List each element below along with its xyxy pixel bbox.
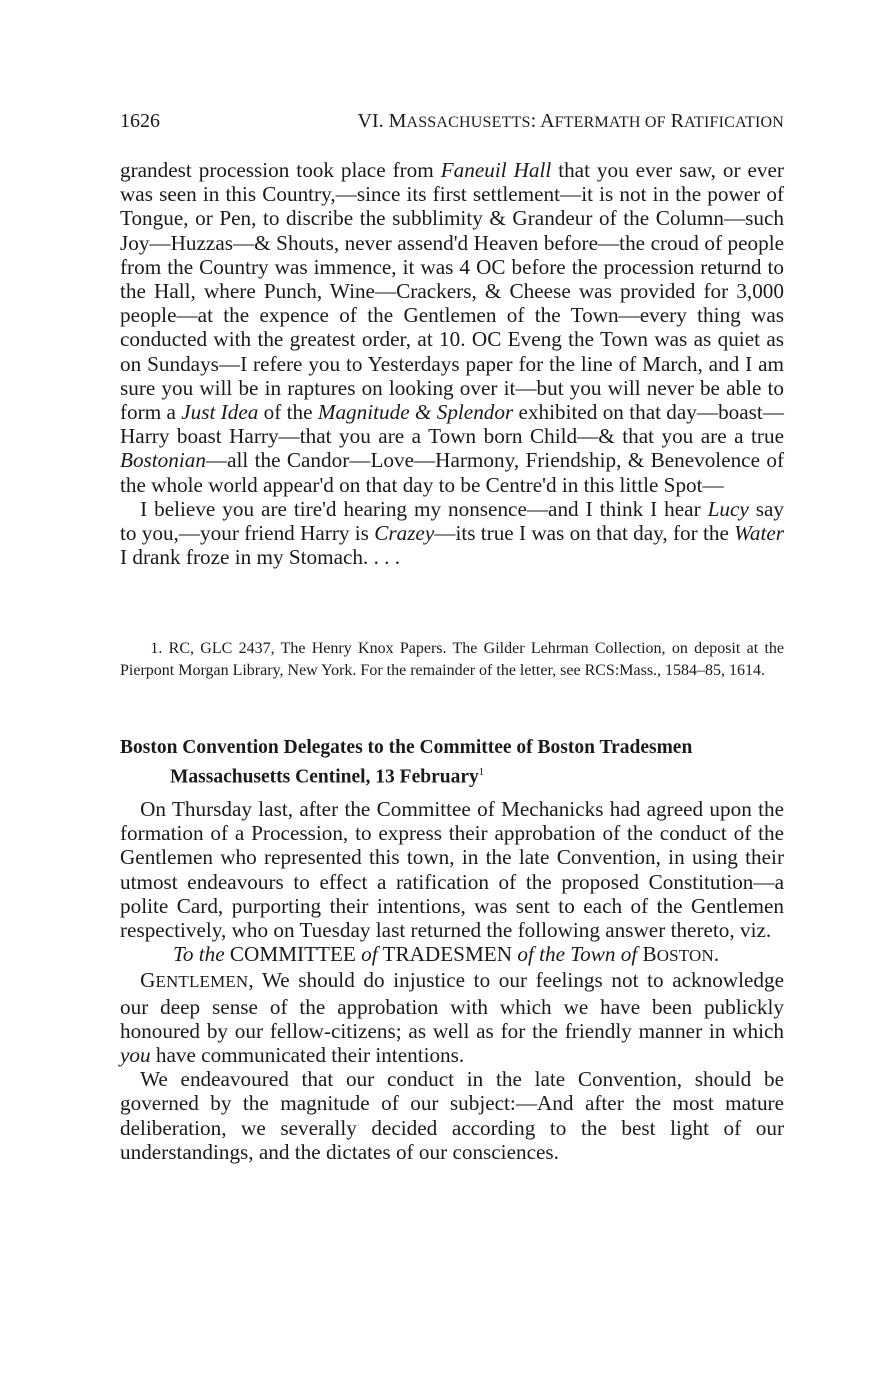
section-subtitle [120, 760, 784, 790]
footnote-text: 1. RC, GLC 2437, The Henry Knox Papers. The Gilder Lehrman Collection, on deposit at the Pierpont Morgan Library, New York. For the remainder of the letter, see RCS:Mass., 1584–85, 1614. [120, 640, 784, 679]
text-run: of the [258, 400, 318, 425]
article-text [120, 797, 784, 1164]
text-run: I believe you are tire'd hearing my nonsence—and I think I hear [140, 496, 708, 521]
section-title: Boston Convention Delegates to the Committee of Boston Tradesmen [120, 737, 693, 758]
text-run-italic: To the [173, 942, 225, 967]
text-run: B [637, 942, 657, 967]
text-run: say to you,—your friend Harry is [120, 496, 784, 546]
running-title-part: R [665, 110, 685, 132]
running-title [358, 108, 784, 136]
text-run-italic: Bostonian [120, 448, 206, 473]
text-run-italic: Magnitude & Splendor [317, 400, 514, 425]
text-run-smallcaps: ENTLEMEN [155, 972, 249, 992]
text-run: COMMITTEE [224, 942, 362, 967]
text-run-italic: Lucy [707, 496, 749, 521]
article-paragraph: We endeavoured that our conduct in the late Convention, should be governed by the magnitude of our subject:—And after the most mature deliberation, we severally decided according to the best light of our understandings, and the dictates of our consciences. [120, 1067, 784, 1164]
text-run-italic: Water [734, 521, 784, 546]
text-run-italic: of [361, 942, 378, 967]
article-paragraph [120, 968, 784, 1067]
page-number: 1626 [120, 110, 160, 132]
letter-text [120, 158, 784, 569]
text-run-italic: Just Idea [181, 400, 259, 425]
running-title-part: ASSACHUSETTS [406, 114, 531, 131]
text-run: , We should do injustice to our feelings not to acknowledge our deep sense of the approbation with which we have been publickly honoured by our fellow-citizens; as well as for the friendly manner in which [120, 968, 784, 1043]
text-run-italic: you [120, 1043, 151, 1068]
running-title-part: FTERMATH OF [554, 114, 666, 131]
letter-paragraph [120, 158, 784, 497]
running-title-part: : A [530, 110, 555, 132]
text-run-smallcaps: OSTON [656, 946, 714, 966]
text-run: —its true I was on that day, for the [434, 521, 735, 546]
text-run: . [713, 942, 720, 967]
footnote [120, 638, 784, 681]
text-run: grandest procession took place from [120, 158, 441, 182]
text-run: G [140, 968, 156, 993]
text-run: exhibited on that day—boast—Harry boast Harry—that you are a Town born Child—& that you are a true [120, 400, 784, 449]
text-run: I drank froze in my Stomach. . . . [120, 545, 401, 570]
text-run-italic: Faneuil Hall [440, 158, 552, 182]
letter-paragraph [120, 497, 784, 570]
text-run: TRADESMEN [377, 942, 518, 967]
text-run: have communicated their intentions. [150, 1043, 465, 1068]
text-run: —all the Candor—Love—Harmony, Friendship, & Benevolence of the whole world appear'd on that day to be Centre'd in this little Spot— [120, 448, 784, 497]
text-run-italic: Crazey [374, 521, 435, 546]
address-line [120, 942, 784, 968]
footnote-marker: 1 [478, 766, 485, 778]
article-paragraph: On Thursday last, after the Committee of Mechanicks had agreed upon the formation of a Procession, to express their approbation of the conduct of the Gentlemen who represented this town, in the late Convention, in using their utmost endeavours to effect a ratification of the proposed Constitution—a polite Card, purporting their intentions, was sent to each of the Gentlemen respectively, who on Tuesday last returned the following answer thereto, viz. [120, 797, 784, 943]
text-run-italic: of the Town of [517, 942, 638, 967]
text-run: that you ever saw, or ever was seen in this Country,—since its first settlement—it is not in the power of Tongue, or Pen, to discribe the subblimity & Grandeur of the Column—such Joy—Huzzas—& Shouts, never assend'd Heaven before—the croud of people from the Country was immence, it was 4 OC before the procession returnd to the Hall, where Punch, Wine—Crackers, & Cheese was provided for 3,000 people—at the expence of the Gentlemen of the Town—every thing was conducted with the greatest order, at 10. OC Eveng the Town was as quiet as on Sundays—I refere you to Yesterdays paper for the line of March, and I am sure you will be in raptures on looking over it—but you will never be able to form a [120, 158, 784, 425]
running-title-part: VI. M [357, 110, 407, 132]
running-title-part: ATIFICATION [684, 114, 784, 131]
section-subtitle-text: Massachusetts Centinel, 13 February [170, 766, 479, 788]
section-heading [120, 736, 784, 790]
